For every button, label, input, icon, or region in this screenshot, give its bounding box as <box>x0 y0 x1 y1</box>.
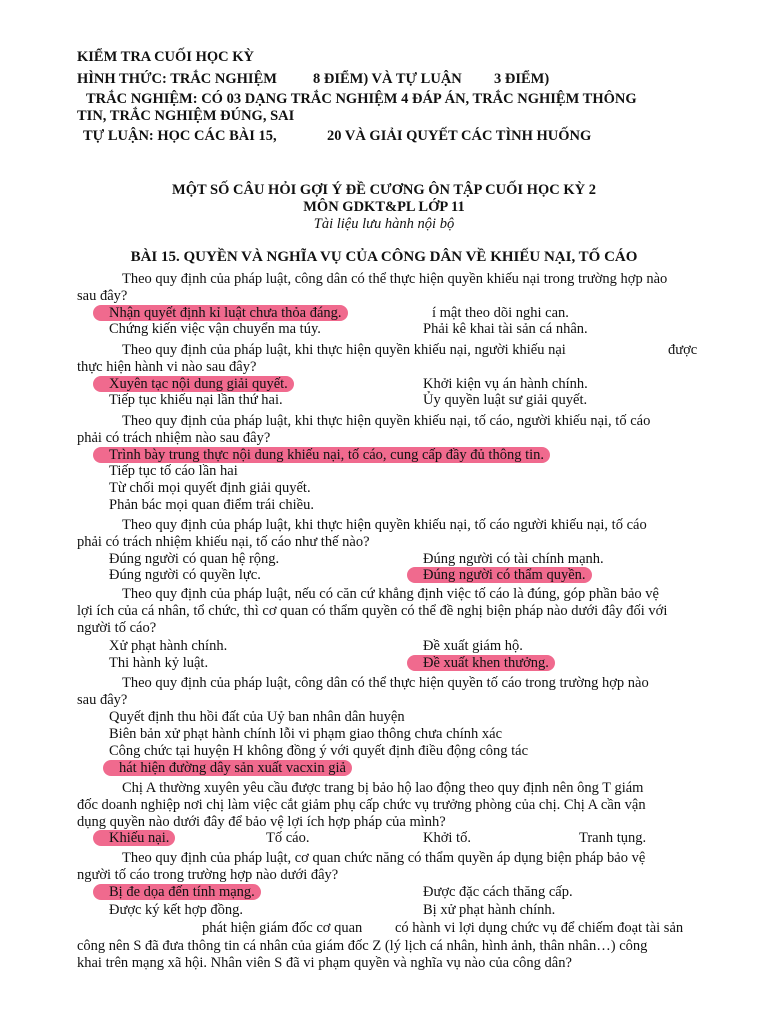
q7-option-c[interactable]: Khởi tố. <box>423 830 471 846</box>
q9-stem-line-3: khai trên mạng xã hội. Nhân viên S đã vi phạm quyền và nghĩa vụ nào của công dân? <box>77 955 572 971</box>
q4-option-c[interactable]: Đúng người có quyền lực. <box>109 567 261 583</box>
q5-stem-line-1: Theo quy định của pháp luật, nếu có căn cứ khẳng định việc tố cáo là đúng, góp phần bảo vệ <box>122 586 659 602</box>
header-line-2a: HÌNH THỨC: TRẮC NGHIỆM <box>77 71 277 87</box>
internal-note: Tài liệu lưu hành nội bộ <box>313 216 455 232</box>
subject-title: MÔN GDKT&PL LỚP 11 <box>303 199 465 215</box>
q2-stem-line-1b: được <box>668 342 698 358</box>
q2-option-c[interactable]: Tiếp tục khiếu nại lần thứ hai. <box>109 392 283 408</box>
q4-answer-highlight: Đúng người có thẩm quyền. <box>407 567 592 583</box>
q7-stem-line-1: Chị A thường xuyên yêu cầu được trang bị bảo hộ lao động theo quy định nên ông T giám <box>122 780 644 796</box>
q3-stem-line-2: phải có trách nhiệm nào sau đây? <box>77 430 271 446</box>
header-line-3: TRẮC NGHIỆM: CÓ 03 DẠNG TRẮC NGHIỆM 4 ĐÁP ÁN, TRẮC NGHIỆM THÔNG <box>86 91 637 107</box>
lesson-title: BÀI 15. QUYỀN VÀ NGHĨA VỤ CỦA CÔNG DÂN VỀ KHIẾU NẠI, TỐ CÁO <box>130 249 638 265</box>
q4-stem-line-1: Theo quy định của pháp luật, khi thực hiện quyền khiếu nại, tố cáo người khiếu nại, tố cáo <box>122 517 647 533</box>
document-title: MỘT SỐ CÂU HỎI GỢI Ý ĐỀ CƯƠNG ÔN TẬP CUỐI HỌC KỲ 2 <box>172 182 596 198</box>
header-line-1: KIỂM TRA CUỐI HỌC KỲ <box>77 49 254 65</box>
q3-option-a[interactable] <box>109 447 550 464</box>
q9-stem-line-2: công nên S đã đưa thông tin cá nhân của giám đốc Z (lý lịch cá nhân, hình ảnh, thân nhân…) công <box>77 938 648 954</box>
q2-stem-line-2: thực hiện hành vi nào sau đây? <box>77 359 257 375</box>
header-line-2c: 3 ĐIỂM) <box>494 71 550 87</box>
q2-option-d[interactable]: Ủy quyền luật sư giải quyết. <box>423 392 588 408</box>
q6-answer-highlight: hát hiện đường dây sản xuất vacxin giả <box>103 760 352 776</box>
q9-stem-line-1a: phát hiện giám đốc cơ quan <box>202 920 363 936</box>
q5-option-a[interactable]: Xử phạt hành chính. <box>109 638 228 654</box>
q8-stem-line-2: người tố cáo trong trường hợp nào dưới đây? <box>77 867 339 883</box>
q6-option-b[interactable]: Biên bản xử phạt hành chính lỗi vi phạm giao thông chưa chính xác <box>109 726 503 742</box>
q7-answer-highlight: Khiếu nại. <box>93 830 175 846</box>
q8-option-a[interactable] <box>109 884 261 901</box>
q7-stem-line-2: đốc doanh nghiệp nơi chị làm việc cắt giảm phụ cấp chức vụ trưởng phòng của chị. Chị A cần vận <box>77 797 646 813</box>
header-line-2b: 8 ĐIỂM) VÀ TỰ LUẬN <box>313 71 462 87</box>
q8-answer-highlight: Bị đe dọa đến tính mạng. <box>93 884 261 900</box>
q2-stem-line-1a: Theo quy định của pháp luật, khi thực hiện quyền khiếu nại, người khiếu nại <box>122 342 566 358</box>
q1-stem-line-1: Theo quy định của pháp luật, công dân có thể thực hiện quyền khiếu nại trong trường hợp nào <box>122 271 668 287</box>
q4-option-d[interactable] <box>423 567 592 584</box>
header-line-5a: TỰ LUẬN: HỌC CÁC BÀI 15, <box>83 128 277 144</box>
q8-stem-line-1: Theo quy định của pháp luật, cơ quan chức năng có thẩm quyền áp dụng biện pháp bảo vệ <box>122 850 646 866</box>
q5-option-c[interactable]: Thi hành kỷ luật. <box>109 655 209 671</box>
q2-option-b[interactable]: Khởi kiện vụ án hành chính. <box>423 376 588 392</box>
q6-option-c[interactable]: Công chức tại huyện H không đồng ý với quyết định điều động công tác <box>109 743 529 759</box>
q4-option-a[interactable]: Đúng người có quan hệ rộng. <box>109 551 280 567</box>
q1-stem-line-2: sau đây? <box>77 288 128 304</box>
q1-option-b[interactable]: í mật theo dõi nghi can. <box>432 305 569 321</box>
q9-stem-line-1b: có hành vi lợi dụng chức vụ để chiếm đoạt tài sản <box>395 920 684 936</box>
q5-stem-line-3: người tố cáo? <box>77 620 157 636</box>
q3-option-b[interactable]: Tiếp tục tố cáo lần hai <box>109 463 238 479</box>
q8-option-b[interactable]: Được đặc cách thăng cấp. <box>423 884 573 900</box>
q7-option-b[interactable]: Tố cáo. <box>266 830 310 846</box>
q3-stem-line-1: Theo quy định của pháp luật, khi thực hiện quyền khiếu nại, tố cáo, người khiếu nại, tố cáo <box>122 413 651 429</box>
q4-stem-line-2: phải có trách nhiệm khiếu nại, tố cáo như thế nào? <box>77 534 370 550</box>
header-line-4: TIN, TRẮC NGHIỆM ĐÚNG, SAI <box>77 108 295 124</box>
q6-option-a[interactable]: Quyết định thu hồi đất của Uỷ ban nhân dân huyện <box>109 709 405 725</box>
q2-option-a[interactable] <box>109 376 294 393</box>
q1-option-d[interactable]: Phải kê khai tài sản cá nhân. <box>423 321 588 337</box>
q3-answer-highlight: Trình bày trung thực nội dung khiếu nại, tố cáo, cung cấp đầy đủ thông tin. <box>93 447 550 463</box>
q4-option-b[interactable]: Đúng người có tài chính mạnh. <box>423 551 604 567</box>
q1-option-c[interactable]: Chứng kiến việc vận chuyển ma túy. <box>109 321 321 337</box>
q5-option-b[interactable]: Đề xuất giám hộ. <box>423 638 523 654</box>
q8-option-d[interactable]: Bị xử phạt hành chính. <box>423 902 556 918</box>
q2-answer-highlight: Xuyên tạc nội dung giải quyết. <box>93 376 294 392</box>
q3-option-c[interactable]: Từ chối mọi quyết định giải quyết. <box>109 480 311 496</box>
q5-stem-line-2: lợi ích của cá nhân, tổ chức, thì cơ quan có thẩm quyền có thể đề nghị biện pháp nào dưới đây đối với <box>77 603 668 619</box>
q1-option-a[interactable] <box>109 305 348 322</box>
header-line-5b: 20 VÀ GIẢI QUYẾT CÁC TÌNH HUỐNG <box>327 128 592 144</box>
q7-option-a[interactable] <box>109 830 175 847</box>
q6-stem-line-2: sau đây? <box>77 692 128 708</box>
q7-stem-line-3: dụng quyền nào dưới đây để bảo vệ lợi ích hợp pháp của mình? <box>77 814 446 830</box>
q7-option-d[interactable]: Tranh tụng. <box>579 830 647 846</box>
q5-answer-highlight: Đề xuất khen thưởng. <box>407 655 555 671</box>
q3-option-d[interactable]: Phản bác mọi quan điểm trái chiều. <box>109 497 314 513</box>
q6-option-d[interactable] <box>119 760 352 777</box>
q1-answer-highlight: Nhận quyết định kỉ luật chưa thỏa đáng. <box>93 305 348 321</box>
q8-option-c[interactable]: Được ký kết hợp đồng. <box>109 902 243 918</box>
q6-stem-line-1: Theo quy định của pháp luật, công dân có thể thực hiện quyền tố cáo trong trường hợp nào <box>122 675 649 691</box>
q5-option-d[interactable] <box>423 655 555 672</box>
